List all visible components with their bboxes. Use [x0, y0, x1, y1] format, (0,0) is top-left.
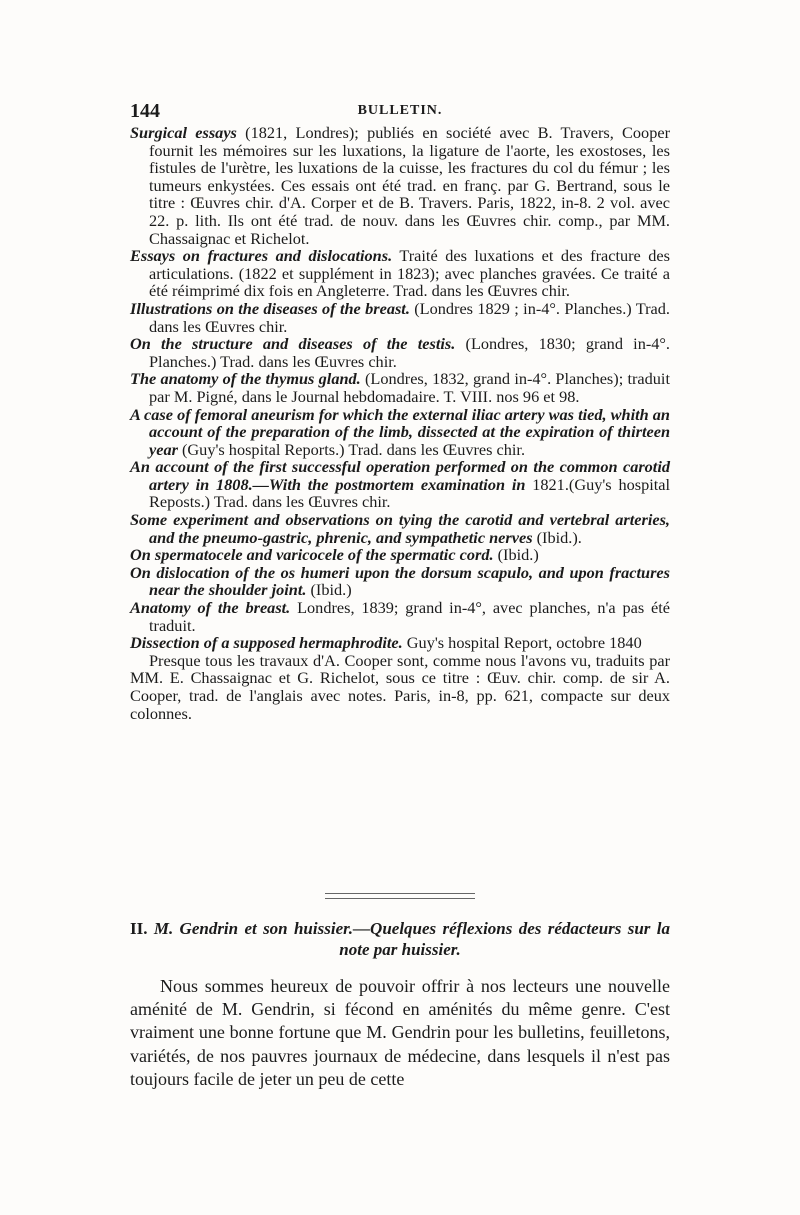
body-paragraph: Nous sommes heureux de pouvoir offrir à nos lecteurs une nouvelle aménité de M. Gendrin, si fécond en aménités du même genre. C'est vraiment une bonne fortune que M. Gendrin pour les bulletins, feuilletons, variétés, de nos pauvres journaux de médecine, dans lesquels il n'est pas toujours facile de jeter un peu de cette	[130, 976, 670, 1089]
bibliography-entry	[130, 335, 670, 370]
entry-title: Some experiment and observations on tying the carotid and vertebral arteries, and the pneumo-gastric, phrenic, and sympathetic nerves	[130, 510, 670, 547]
section-title: M. Gendrin et son huissier.—Quelques réflexions des rédacteurs sur la note par huissier.	[153, 919, 670, 959]
entry-details: (Londres 1829 ; in-4°. Planches.) Trad. dans les Œuvres chir.	[149, 298, 670, 336]
entry-title: The anatomy of the thymus gland.	[130, 369, 361, 389]
entry-details: (Guy's hospital Reports.) Trad. dans les Œuvres chir.	[177, 439, 526, 459]
section-number: II.	[130, 919, 148, 938]
entry-details: Traité des luxations et des fracture des articulations. (1822 et supplément in 1823); avec planches gravées. Ce traité a été réimprimé dix fois en Angleterre. Trad. dans les Œuvres chir.	[149, 246, 670, 301]
bibliography-list	[130, 124, 670, 722]
bibliography-entry	[130, 511, 670, 546]
bibliography-entry	[130, 634, 670, 652]
bibliography-entry	[130, 247, 670, 300]
bibliography-entry	[130, 599, 670, 634]
entry-title: Dissection of a supposed hermaphrodite.	[130, 633, 403, 653]
entry-title: A case of femoral aneurism for which the external iliac artery was tied, whith an account of the preparation of the limb, dissected at the expiration of thirteen year	[130, 404, 670, 459]
entry-title: An account of the first successful operation performed on the common carotid artery in 1808.—With the postmortem examination in	[130, 457, 670, 494]
entry-details: 1821.(Guy's hospital Reposts.) Trad. dans les Œuvres chir.	[149, 474, 671, 512]
section-heading	[130, 918, 670, 960]
entry-details: (Londres, 1832, grand in-4°. Planches); traduit par M. Pigné, dans le Journal hebdomadaire. T. VIII. nos 96 et 98.	[149, 369, 670, 406]
entry-details: (Londres, 1830; grand in-4°. Planches.) Trad. dans les Œuvres chir.	[149, 334, 670, 371]
bibliography-entry	[130, 370, 670, 405]
entry-details: Guy's hospital Report, octobre 1840	[402, 633, 642, 653]
entry-title: On the structure and diseases of the testis.	[130, 334, 456, 354]
translation-note: Presque tous les travaux d'A. Cooper sont, comme nous l'avons vu, traduits par MM. E. Chassaignac et G. Richelot, sous ce titre : Œuv. chir. comp. de sir A. Cooper, trad. de l'anglais avec notes. Paris, in-8, pp. 621, compacte sur deux colonnes.	[130, 650, 670, 723]
bibliography-entry	[130, 406, 670, 459]
entry-details: (Ibid.).	[532, 527, 582, 547]
bibliography-entry	[130, 458, 670, 511]
bibliography-entry	[130, 564, 670, 599]
entry-title: On dislocation of the os humeri upon the dorsum scapulo, and upon fractures near the shoulder joint.	[130, 562, 670, 600]
entry-details: (Ibid.)	[493, 545, 539, 565]
bibliography-entry	[130, 124, 670, 247]
bibliography-entry	[130, 300, 670, 335]
entry-title: Surgical essays	[130, 123, 237, 142]
entry-title: On spermatocele and varicocele of the spermatic cord.	[130, 545, 494, 565]
entry-details: Londres, 1839; grand in-4°, avec planches, n'a pas été traduit.	[149, 598, 670, 635]
running-title: BULLETIN.	[357, 103, 443, 118]
entry-details: (1821, Londres); publiés en société avec B. Travers, Cooper fournit les mémoires sur les luxations, la ligature de l'aorte, les exostoses, les fistules de l'urètre, les luxations de la cuisse, les fractures du col du fémur ; les tumeurs enkystées. Ces essais ont été trad. en franç. par G. Bertrand, sous le titre : Œuvres chir. d'A. Corper et de B. Travers. Paris, 1822, in-8. 2 vol. avec 22. p. lith. Ils ont été trad. de nouv. dans les Œuvres chir. comp., par MM. Chassaignac et Richelot.	[149, 123, 670, 248]
bibliography-entry	[130, 546, 670, 564]
entry-title: Essays on fractures and dislocations.	[130, 246, 393, 266]
entry-title: Illustrations on the diseases of the breast.	[130, 298, 410, 318]
entry-title: Anatomy of the breast.	[130, 598, 291, 618]
page-header	[130, 100, 670, 124]
page-number: 144	[130, 100, 160, 122]
section-divider	[325, 893, 475, 899]
entry-details: (Ibid.)	[306, 580, 352, 600]
